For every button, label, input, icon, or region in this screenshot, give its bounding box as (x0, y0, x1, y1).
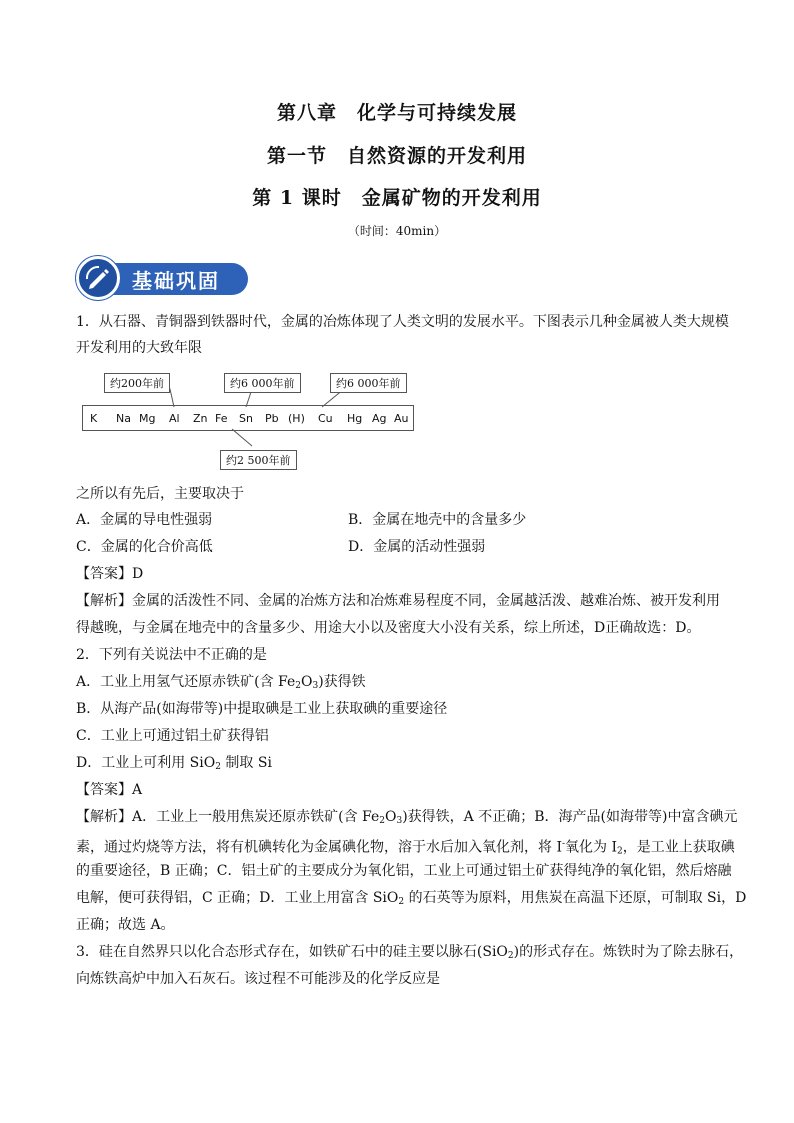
metal-timeline-diagram (82, 368, 422, 478)
metal-au: Au (394, 412, 409, 425)
label-cu-6000: 约6 000年前 (330, 373, 407, 393)
q2-answer: 【答案】A (76, 782, 143, 798)
q2-option-c: C．工业上可通过铝土矿获得铝 (76, 728, 269, 744)
q2-option-d: D．工业上可利用 SiO$_2$ 制取 Si (76, 755, 272, 772)
q2-analysis-line3: 的重要途径，B 正确；C．铝土矿的主要成分为氧化铝，工业上可通过铝土矿获得纯净的氧化铝，然后熔融 (76, 863, 732, 879)
q2-analysis-line4: 电解，便可获得铝，C 正确；D．工业上用富含 SiO$_2$ 的石英等为原料，用焦炭在高温下还原，可制取 Si，D (76, 890, 747, 907)
metal-zn: Zn (193, 412, 208, 425)
q2-analysis-line1: 【解析】A．工业上一般用焦炭还原赤铁矿(含 $Fe_2O_3$)获得铁，A 不正确；B．海产品(如海带等)中富含碘元 (76, 809, 738, 826)
q1-option-b: B．金属在地壳中的含量多少 (348, 512, 527, 528)
metal-hg: Hg (347, 412, 363, 425)
metal-k: K (90, 412, 98, 425)
q1-analysis-line1: 【解析】金属的活泼性不同、金属的冶炼方法和冶炼难易程度不同，金属越活泼、越难冶炼、被开发利用 (76, 593, 720, 609)
q1-option-c: C．金属的化合价高低 (76, 539, 213, 555)
q1-answer: 【答案】D (76, 566, 144, 582)
metal-sn: Sn (239, 412, 253, 425)
q1-analysis-line2: 得越晚，与金属在地壳中的含量多少、用途大小以及密度大小没有关系，综上所述，D正确故选：D。 (76, 620, 701, 636)
pencil-icon (76, 256, 120, 300)
metal-ag: Ag (372, 412, 387, 425)
q2-analysis-line5: 正确；故选 A。 (76, 917, 175, 933)
q1-stem-line3: 之所以有先后，主要取决于 (76, 486, 244, 502)
q2-analysis-line2: 素，通过灼烧等方法，将有机碘转化为金属碘化物，溶于水后加入氧化剂，将 I-氧化为 $I_2$，是工业上获取碘 (76, 839, 735, 857)
q1-stem-line1: 1．从石器、青铜器到铁器时代，金属的冶炼体现了人类文明的发展水平。下图表示几种金属被人类大规模 (76, 314, 729, 330)
q2-stem: 2．下列有关说法中不正确的是 (76, 647, 267, 663)
metal-pb: Pb (265, 412, 279, 425)
metal-cu: Cu (318, 412, 333, 425)
q2-option-a: A．工业上用氢气还原赤铁矿(含 $Fe_2O_3$)获得铁 (76, 674, 366, 691)
section-banner (76, 256, 248, 300)
q1-stem-line2: 开发利用的大致年限 (76, 340, 202, 356)
q3-stem-line1: 3．硅在自然界只以化合态形式存在，如铁矿石中的硅主要以脉石(SiO$_2$)的形式存在。炼铁时为了除去脉石， (76, 944, 744, 961)
metal-mg: Mg (139, 412, 156, 425)
q3-stem-line2: 向炼铁高炉中加入石灰石。该过程不可能涉及的化学反应是 (76, 971, 440, 987)
q1-option-d: D．金属的活动性强弱 (348, 539, 486, 555)
metal-h: (H) (288, 412, 305, 425)
label-sn-6000: 约6 000年前 (224, 373, 301, 393)
lesson-title: 第 1 课时 金属矿物的开发利用 (252, 187, 542, 209)
q1-option-a: A．金属的导电性强弱 (76, 512, 213, 528)
time-limit: （时间：40min） (347, 224, 447, 238)
label-fe-2500: 约2 500年前 (220, 450, 297, 470)
section-title: 第一节 自然资源的开发利用 (266, 145, 527, 167)
label-al-200: 约200年前 (104, 373, 170, 393)
metal-al: Al (169, 412, 180, 425)
q2-option-b: B．从海产品(如海带等)中提取碘是工业上获取碘的重要途径 (76, 701, 448, 717)
chapter-title: 第八章 化学与可持续发展 (276, 102, 517, 124)
banner-label: 基础巩固 (132, 269, 220, 293)
metal-na: Na (116, 412, 131, 425)
metal-fe: Fe (215, 412, 228, 425)
